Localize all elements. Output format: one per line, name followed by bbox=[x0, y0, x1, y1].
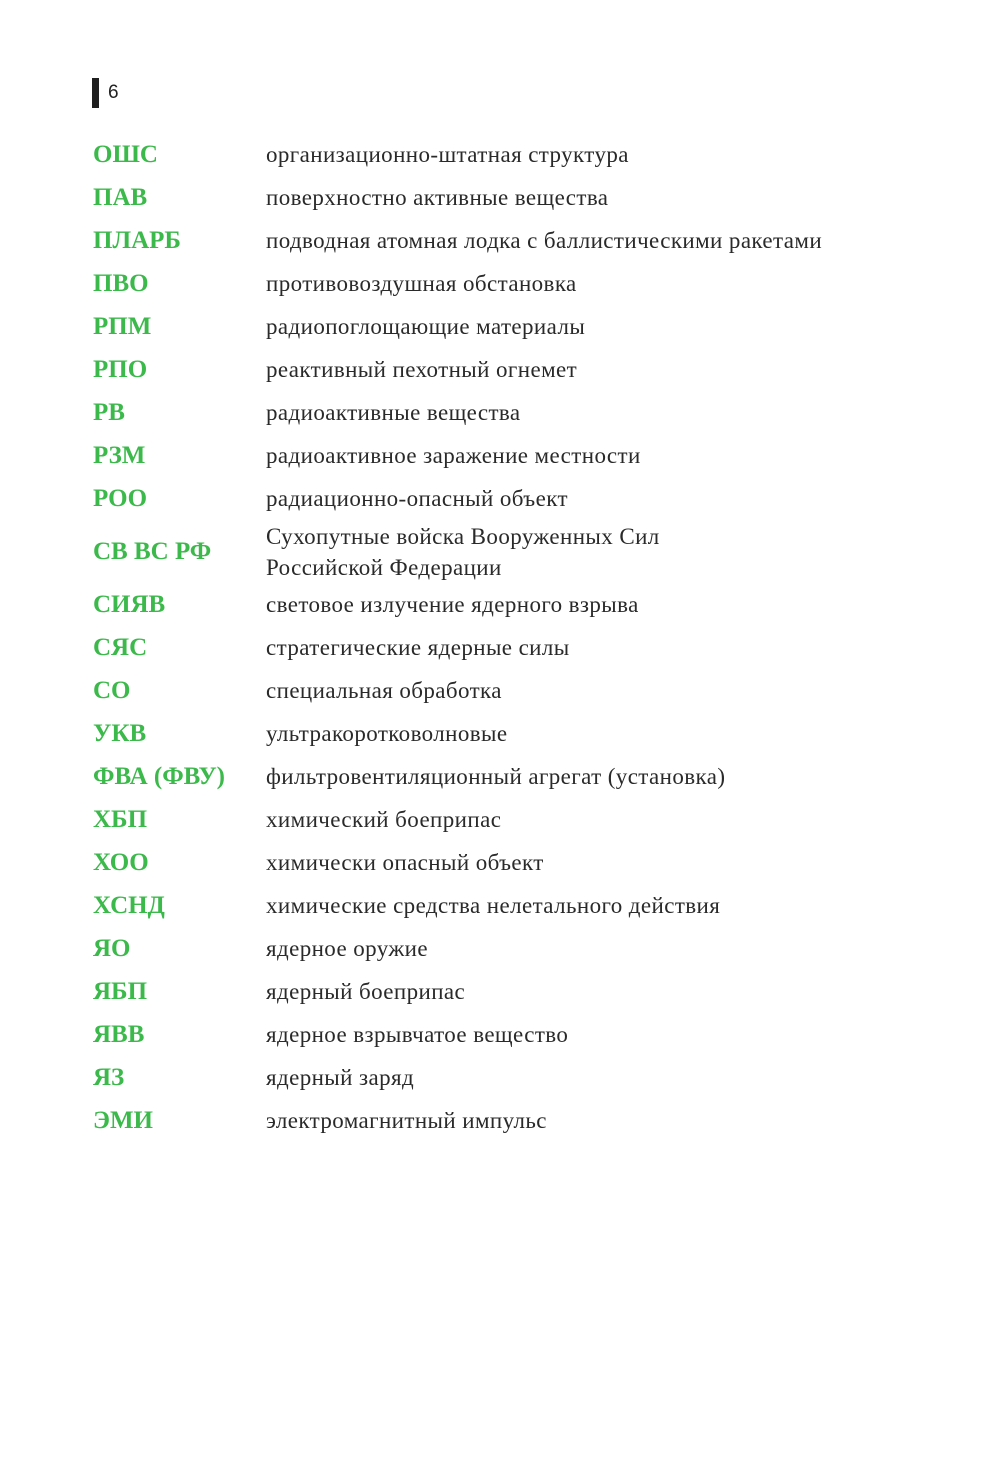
abbreviation-definition: Сухопутные войска Вооруженных Сил Российской Федерации bbox=[266, 523, 660, 580]
abbreviation-definition: ядерный заряд bbox=[266, 1065, 415, 1090]
abbreviation-term: ЭМИ bbox=[93, 1106, 153, 1134]
abbreviation-term: РПО bbox=[93, 355, 148, 383]
abbreviation-definition: ультракоротковолновые bbox=[266, 721, 508, 746]
abbreviation-row bbox=[93, 884, 973, 927]
abbreviation-term: СИЯВ bbox=[93, 590, 166, 618]
abbreviation-row bbox=[93, 176, 973, 219]
abbreviation-definition: ядерное взрывчатое вещество bbox=[266, 1022, 569, 1047]
abbreviation-definition: поверхностно активные вещества bbox=[266, 185, 609, 210]
abbreviation-row bbox=[93, 1099, 973, 1142]
abbreviation-definition: химические средства нелетального действия bbox=[266, 893, 721, 918]
abbreviation-row bbox=[93, 798, 973, 841]
abbreviation-list bbox=[93, 133, 973, 1142]
abbreviation-term: ЯБП bbox=[93, 977, 148, 1005]
abbreviation-row bbox=[93, 583, 973, 626]
abbreviation-row bbox=[93, 477, 973, 520]
abbreviation-definition: радиационно-опасный объект bbox=[266, 486, 568, 511]
abbreviation-row bbox=[93, 305, 973, 348]
abbreviation-term: СО bbox=[93, 676, 131, 704]
abbreviation-definition: стратегические ядерные силы bbox=[266, 635, 570, 660]
abbreviation-row bbox=[93, 520, 973, 583]
abbreviation-term: РОО bbox=[93, 484, 148, 512]
abbreviation-row bbox=[93, 1056, 973, 1099]
abbreviation-definition: радиопоглощающие материалы bbox=[266, 314, 586, 339]
abbreviation-definition: реактивный пехотный огнемет bbox=[266, 357, 578, 382]
abbreviation-definition: подводная атомная лодка с баллистическими ракетами bbox=[266, 228, 823, 253]
abbreviation-row bbox=[93, 626, 973, 669]
page-marker-bar bbox=[92, 78, 99, 108]
abbreviation-term: СЯС bbox=[93, 633, 148, 661]
abbreviation-term: ЯО bbox=[93, 934, 131, 962]
abbreviation-row bbox=[93, 434, 973, 477]
abbreviation-term: ФВА (ФВУ) bbox=[93, 762, 225, 790]
abbreviation-row bbox=[93, 348, 973, 391]
abbreviation-row bbox=[93, 262, 973, 305]
abbreviation-definition: ядерное оружие bbox=[266, 936, 428, 961]
abbreviation-term: ПЛАРБ bbox=[93, 226, 181, 254]
abbreviation-row bbox=[93, 669, 973, 712]
abbreviation-definition: противовоздушная обстановка bbox=[266, 271, 577, 296]
abbreviation-row bbox=[93, 712, 973, 755]
abbreviation-term: ПАВ bbox=[93, 183, 148, 211]
abbreviation-definition: ядерный боеприпас bbox=[266, 979, 466, 1004]
abbreviation-definition: организационно-штатная структура bbox=[266, 142, 629, 167]
abbreviation-row bbox=[93, 391, 973, 434]
abbreviation-term: ХСНД bbox=[93, 891, 165, 919]
abbreviation-definition: химически опасный объект bbox=[266, 850, 544, 875]
abbreviation-definition: радиоактивные вещества bbox=[266, 400, 521, 425]
page-number: 6 bbox=[108, 82, 119, 103]
abbreviation-term: ПВО bbox=[93, 269, 149, 297]
abbreviation-term: УКВ bbox=[93, 719, 147, 747]
abbreviation-definition: радиоактивное заражение местности bbox=[266, 443, 641, 468]
abbreviation-term: ОШС bbox=[93, 140, 158, 168]
abbreviation-definition: световое излучение ядерного взрыва bbox=[266, 592, 639, 617]
abbreviation-term: ХБП bbox=[93, 805, 148, 833]
abbreviation-row bbox=[93, 133, 973, 176]
abbreviation-definition: фильтровентиляционный агрегат (установка) bbox=[266, 764, 726, 789]
abbreviation-term: СВ ВС РФ bbox=[93, 537, 212, 565]
page-number-block bbox=[92, 78, 119, 108]
abbreviation-row bbox=[93, 1013, 973, 1056]
abbreviation-term: ЯВВ bbox=[93, 1020, 145, 1048]
abbreviation-row bbox=[93, 755, 973, 798]
abbreviation-term: ХОО bbox=[93, 848, 149, 876]
abbreviation-term: РВ bbox=[93, 398, 125, 426]
abbreviation-term: РЗМ bbox=[93, 441, 146, 469]
abbreviation-row bbox=[93, 927, 973, 970]
abbreviation-row bbox=[93, 841, 973, 884]
abbreviation-row bbox=[93, 970, 973, 1013]
abbreviation-definition: электромагнитный импульс bbox=[266, 1108, 547, 1133]
abbreviation-definition: химический боеприпас bbox=[266, 807, 502, 832]
abbreviation-term: ЯЗ bbox=[93, 1063, 125, 1091]
abbreviation-row bbox=[93, 219, 973, 262]
abbreviation-definition: специальная обработка bbox=[266, 678, 502, 703]
abbreviation-term: РПМ bbox=[93, 312, 152, 340]
